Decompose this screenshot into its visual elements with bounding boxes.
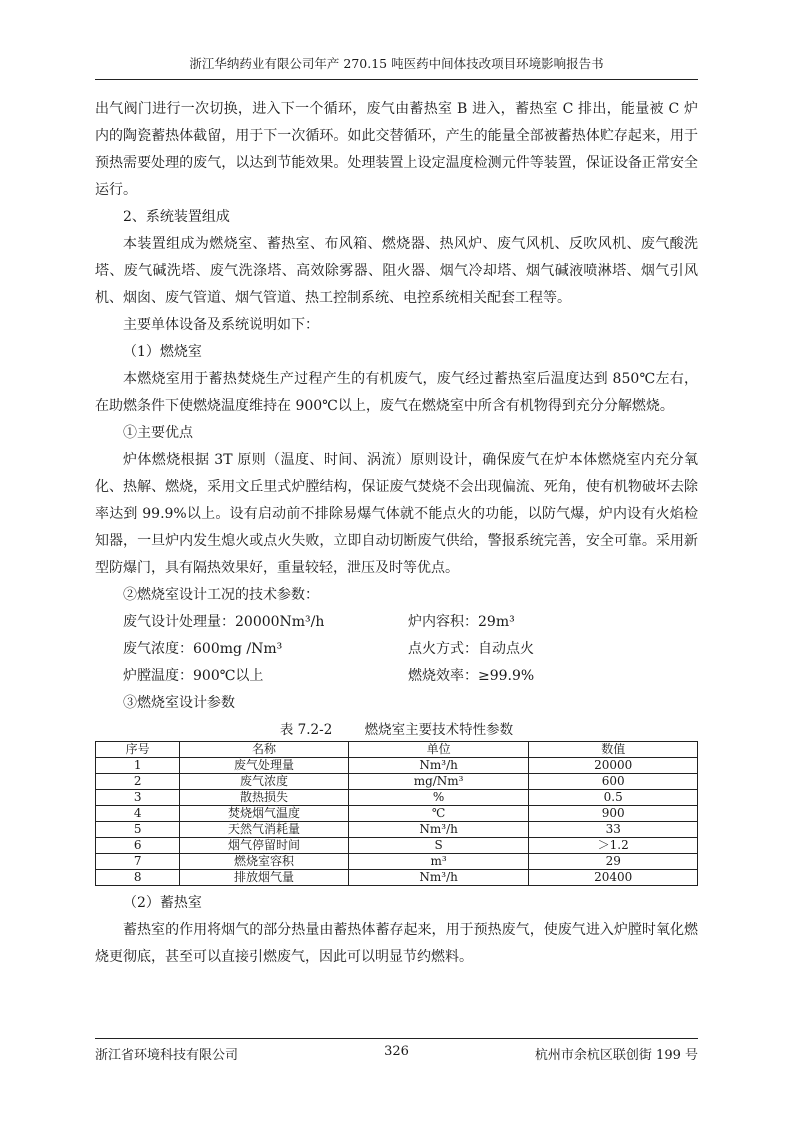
- subheading-advantages: ①主要优点: [123, 425, 193, 441]
- section-heading-system: 2、系统装置组成: [123, 209, 230, 225]
- table-row: [96, 806, 698, 822]
- cell-name: 废气处理量: [180, 758, 349, 774]
- cell-unit: Nm³/h: [348, 822, 529, 838]
- cell-unit: ℃: [348, 806, 529, 822]
- cell-name: 废气浓度: [180, 774, 349, 790]
- cell-value: 20000: [529, 758, 698, 774]
- cell-value: 0.5: [529, 790, 698, 806]
- param-row: [95, 663, 698, 690]
- cell-value: ＞1.2: [529, 838, 698, 854]
- cell-value: 29: [529, 854, 698, 870]
- paragraph-components: 本装置组成为燃烧室、蓄热室、布风箱、燃烧器、热风炉、废气风机、反吹风机、废气酸洗塔、废气碱洗塔、废气洗涤塔、高效除雾器、阻火器、烟气冷却塔、烟气碱液喷淋塔、烟气引风机、烟囱、废气管道、烟气管道、热工控制系统、电控系统相关配套工程等。: [95, 236, 698, 306]
- paragraph-intro: 主要单体设备及系统说明如下：: [123, 317, 319, 333]
- cell-unit: m³: [348, 854, 529, 870]
- header-cell-name: 名称: [180, 742, 349, 758]
- subheading-design-params: ③燃烧室设计参数: [123, 695, 235, 711]
- paragraph-regenerator: 蓄热室的作用将烟气的部分热量由蓄热体蓄存起来，用于预热废气，使废气进入炉膛时氧化燃烧更彻底，甚至可以直接引燃废气，因此可以明显节约燃料。: [95, 922, 698, 965]
- cell-no: 3: [96, 790, 180, 806]
- table-row: [96, 838, 698, 854]
- cell-unit: mg/Nm³: [348, 774, 529, 790]
- paragraph-combustion: 本燃烧室用于蓄热焚烧生产过程产生的有机废气，废气经过蓄热室后温度达到 850℃左右，在助燃条件下使燃烧温度维持在 900℃以上，废气在燃烧室中所含有机物得到充分分解燃烧。: [95, 371, 698, 414]
- cell-value: 900: [529, 806, 698, 822]
- parameters-table: [95, 741, 698, 886]
- footer-address: 杭州市余杭区联创街 199 号: [534, 1048, 698, 1063]
- header-cell-unit: 单位: [348, 742, 529, 758]
- table-row: [96, 854, 698, 870]
- cell-unit: S: [348, 838, 529, 854]
- table-row: [96, 758, 698, 774]
- table-row: [96, 790, 698, 806]
- page-number: 326: [384, 1044, 409, 1059]
- param-left: 废气浓度：600mg /Nm³: [123, 641, 283, 657]
- cell-no: 6: [96, 838, 180, 854]
- cell-name: 散热损失: [180, 790, 349, 806]
- page-header: [95, 54, 698, 80]
- cell-name: 排放烟气量: [180, 870, 349, 886]
- param-row: [95, 636, 698, 663]
- header-cell-no: 序号: [96, 742, 180, 758]
- footer-company: 浙江省环境科技有限公司: [95, 1048, 239, 1063]
- cell-no: 4: [96, 806, 180, 822]
- paragraph-cycle: 出气阀门进行一次切换，进入下一个循环，废气由蓄热室 B 进入，蓄热室 C 排出，能量被 C 炉内的陶瓷蓄热体截留，用于下一次循环。如此交替循环，产生的能量全部被蓄热体贮存起来，用于预热需要处理的废气，以达到节能效果。处理装置上设定温度检测元件等装置，保证设备正常安全运行。: [95, 101, 698, 198]
- table-caption: [95, 719, 698, 741]
- page-content: [95, 96, 698, 971]
- cell-value: 20400: [529, 870, 698, 886]
- param-left: 废气设计处理量：20000Nm³/h: [123, 614, 325, 630]
- param-right: 炉内容积：29m³: [408, 614, 515, 630]
- table-header-row: [96, 742, 698, 758]
- cell-no: 2: [96, 774, 180, 790]
- cell-no: 7: [96, 854, 180, 870]
- cell-no: 1: [96, 758, 180, 774]
- param-right: 燃烧效率：≥99.9%: [408, 668, 535, 684]
- param-left: 炉膛温度：900℃以上: [123, 668, 264, 684]
- cell-unit: %: [348, 790, 529, 806]
- page-footer: [95, 1038, 698, 1064]
- cell-name: 天然气消耗量: [180, 822, 349, 838]
- paragraph-advantages: 炉体燃烧根据 3T 原则（温度、时间、涡流）原则设计，确保废气在炉本体燃烧室内充分氧化、热解、燃烧，采用文丘里式炉膛结构，保证废气焚烧不会出现偏流、死角，使有机物破坏去除率达到 99.9%以上。设有启动前不排除易爆气体就不能点火的功能，以防气爆，炉内设有火焰检知器，一旦炉内发生熄火或点火失败，立即自动切断废气供给，警报系统完善，安全可靠。采用新型防爆门，具有隔热效果好，重量较轻，泄压及时等优点。: [95, 452, 698, 576]
- cell-no: 8: [96, 870, 180, 886]
- subheading-tech-params: ②燃烧室设计工况的技术参数：: [123, 587, 319, 603]
- cell-name: 烟气停留时间: [180, 838, 349, 854]
- header-title: 浙江华纳药业有限公司年产 270.15 吨医药中间体技改项目环境影响报告书: [189, 56, 604, 71]
- cell-value: 600: [529, 774, 698, 790]
- cell-unit: Nm³/h: [348, 870, 529, 886]
- cell-name: 燃烧室容积: [180, 854, 349, 870]
- subheading-regenerator: （2）蓄热室: [123, 895, 202, 911]
- cell-name: 焚烧烟气温度: [180, 806, 349, 822]
- cell-no: 5: [96, 822, 180, 838]
- table-row: [96, 822, 698, 838]
- param-row: [95, 609, 698, 636]
- table-caption-title: 燃烧室主要技术特性参数: [364, 722, 514, 738]
- table-row: [96, 870, 698, 886]
- table-caption-number: 表 7.2-2: [279, 722, 333, 738]
- header-cell-value: 数值: [529, 742, 698, 758]
- table-row: [96, 774, 698, 790]
- subheading-combustion-chamber: （1）燃烧室: [123, 344, 202, 360]
- param-right: 点火方式：自动点火: [408, 641, 534, 657]
- cell-value: 33: [529, 822, 698, 838]
- cell-unit: Nm³/h: [348, 758, 529, 774]
